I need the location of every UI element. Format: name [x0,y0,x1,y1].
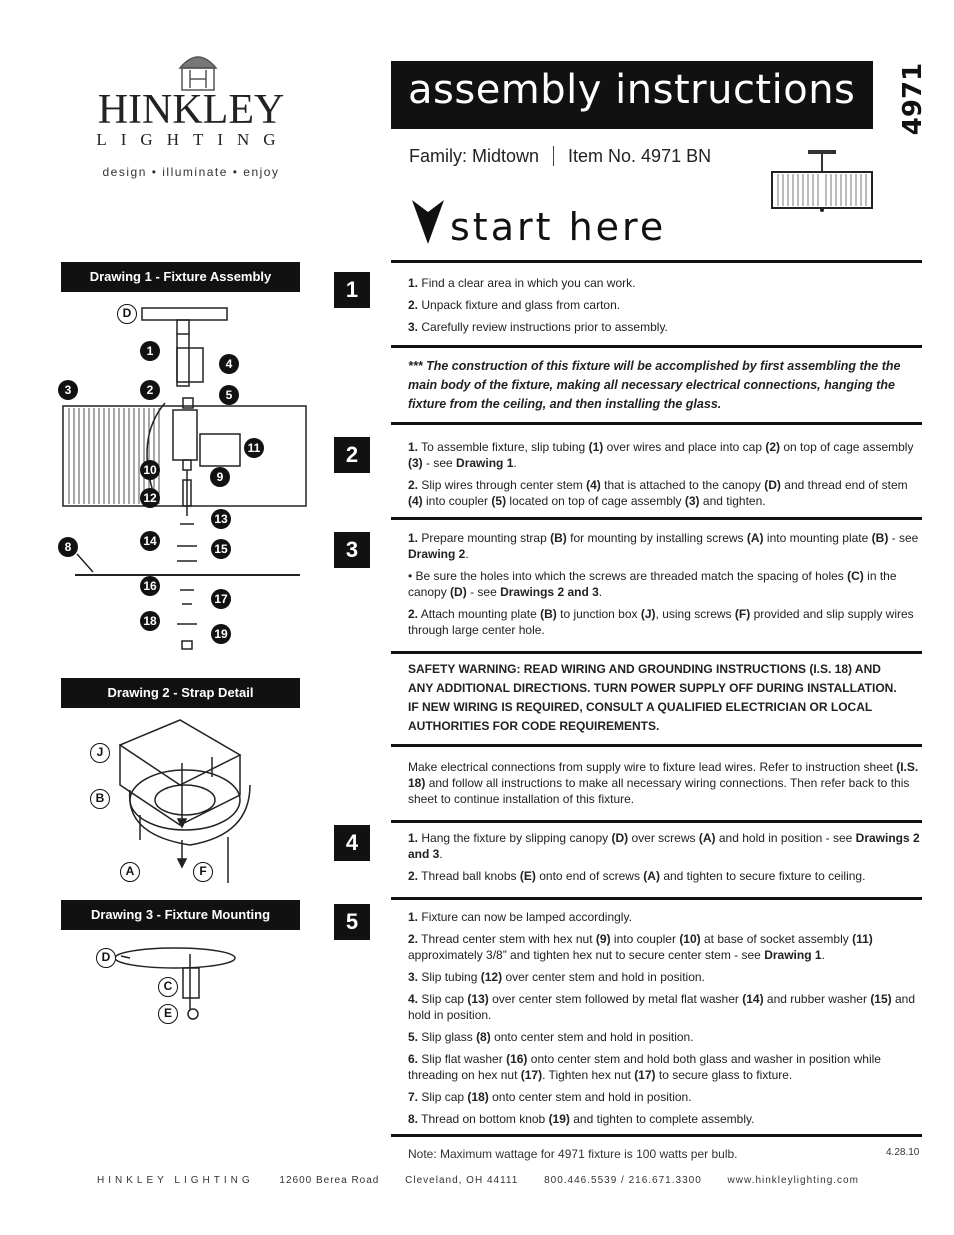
drawing-3-label: Drawing 3 - Fixture Mounting [61,900,300,930]
step-5-number: 5 [334,904,370,940]
callout: 10 [140,460,160,480]
callout: 13 [211,509,231,529]
instruction: 6. Slip flat washer (16) onto center stem and hold both glass and washer in position while threading on hex nut (17). Tighten hex nut (17) to secure glass to fixture. [408,1052,881,1082]
callout: D [117,304,137,324]
divider-rule [391,1134,922,1137]
instruction: 2. Thread ball knobs (E) onto end of screws (A) and tighten to secure fixture to ceiling. [408,869,866,883]
callout: A [120,862,140,882]
instruction: 1. Find a clear area in which you can work. [408,276,636,290]
page-title: assembly instructions [408,67,856,113]
footer-address: 12600 Berea Road [279,1175,380,1186]
safety-warning: SAFETY WARNING: READ WIRING AND GROUNDING INSTRUCTIONS (I.S. 18) AND ANY ADDITIONAL DIRECTIONS. TURN POWER SUPPLY OFF DURING INSTALLATION. IF NEW WIRING IS REQUIRED, CONSULT A QUALIFIED ELECTRICIAN OR LOCAL AUTHORITIES FOR CODE REQUIREMENTS. [408,662,897,733]
callout: 18 [140,611,160,631]
instruction: 2. Unpack fixture and glass from carton. [408,298,621,312]
divider-rule [391,260,922,263]
electrical-connections-text: Make electrical connections from supply wire to fixture lead wires. Refer to instruction sheet (I.S. 18) and follow all instructions to make all necessary wiring connections. Then refer back to this sheet to continue installation of this fixture. [408,760,919,806]
callout: 11 [244,438,264,458]
callout: 16 [140,576,160,596]
instruction: 7. Slip cap (18) onto center stem and hold in position. [408,1090,692,1104]
model-number: 4971 [898,62,928,136]
callout: 9 [210,467,230,487]
instruction: 2. Thread center stem with hex nut (9) into coupler (10) at base of socket assembly (11) approximately 3/8” and tighten hex nut to secure center stem - see Drawing 1. [408,932,873,962]
callout: 1 [140,341,160,361]
step-1-number: 1 [334,272,370,308]
callout: 15 [211,539,231,559]
step-3-instructions [408,530,920,644]
start-arrow-icon [412,200,444,244]
callout: 2 [140,380,160,400]
divider-rule [391,744,922,747]
instruction: 8. Thread on bottom knob (19) and tighten to complete assembly. [408,1112,755,1126]
step-2-number: 2 [334,437,370,473]
step-3-number: 3 [334,532,370,568]
family-line [409,146,711,167]
step-1-instructions [408,275,920,341]
callout: 4 [219,354,239,374]
drawing-1-label: Drawing 1 - Fixture Assembly [61,262,300,292]
footer-website[interactable]: www.hinkleylighting.com [727,1175,859,1186]
callout: 12 [140,488,160,508]
separator [553,146,554,166]
brand-tagline: design • illuminate • enjoy [102,165,280,179]
footer-city: Cleveland, OH 44111 [405,1175,519,1186]
callout: B [90,789,110,809]
instruction: 1. To assemble fixture, slip tubing (1) over wires and place into cap (2) on top of cage assembly (3) - see Drawing 1. [408,440,914,470]
callout: 14 [140,531,160,551]
instruction: 3. Carefully review instructions prior to assembly. [408,320,668,334]
footer-contact [97,1175,881,1186]
instruction: 1. Hang the fixture by slipping canopy (D) over screws (A) and hold in position - see Drawings 2 and 3. [408,831,920,861]
drawing-2-strap-detail [90,715,260,890]
callout: 17 [211,589,231,609]
brand-sub: LIGHTING [96,130,290,149]
step-2-instructions [408,439,920,515]
family-label: Family: Midtown [409,146,540,166]
date-code: 4.28.10 [886,1147,920,1158]
construction-note: *** The construction of this fixture will be accomplished by first assembling the the main body of the fixture, making all necessary electrical connections, hanging the fixture from the ceiling, and then installing the glass. [408,359,901,411]
callout: F [193,862,213,882]
instruction: 1. Prepare mounting strap (B) for mounting by installing screws (A) into mounting plate (B) - see Drawing 2. [408,531,919,561]
drawing-2-label: Drawing 2 - Strap Detail [61,678,300,708]
callout: C [158,977,178,997]
callout: 19 [211,624,231,644]
divider-rule [391,897,922,900]
callout: D [96,948,116,968]
callout: 8 [58,537,78,557]
instruction: 2. Slip wires through center stem (4) that is attached to the canopy (D) and thread end of stem (4) into coupler (5) located on top of cage assembly (3) and tighten. [408,478,908,508]
model-number-vertical [893,64,933,134]
brand-name: HINKLEY [97,87,285,133]
divider-rule [391,345,922,348]
item-number: Item No. 4971 BN [568,146,712,166]
callout: E [158,1004,178,1024]
instruction: 1. Fixture can now be lamped accordingly. [408,910,632,924]
instruction: • Be sure the holes into which the screws are threaded match the spacing of holes (C) in the canopy (D) - see Drawings 2 and 3. [408,569,897,599]
footer-company: HINKLEY LIGHTING [97,1175,254,1186]
step-5-instructions [408,909,920,1133]
instruction: 5. Slip glass (8) onto center stem and hold in position. [408,1030,694,1044]
wattage-note: Note: Maximum wattage for 4971 fixture is 100 watts per bulb. [408,1147,738,1161]
callout: J [90,743,110,763]
divider-rule [391,517,922,520]
divider-rule [391,820,922,823]
fixture-thumbnail [770,148,874,214]
footer-phone: 800.446.5539 / 216.671.3300 [544,1175,702,1186]
step-4-instructions [408,830,920,890]
instruction: 2. Attach mounting plate (B) to junction box (J), using screws (F) provided and slip supply wires through large center hole. [408,607,914,637]
divider-rule [391,651,922,654]
instruction: 4. Slip cap (13) over center stem followed by metal flat washer (14) and rubber washer (15) and hold in position. [408,992,916,1022]
divider-rule [391,422,922,425]
start-here-heading: start here [450,205,667,249]
step-4-number: 4 [334,825,370,861]
callout: 3 [58,380,78,400]
drawing-1-fixture-assembly [55,298,315,658]
instruction: 3. Slip tubing (12) over center stem and hold in position. [408,970,705,984]
callout: 5 [219,385,239,405]
